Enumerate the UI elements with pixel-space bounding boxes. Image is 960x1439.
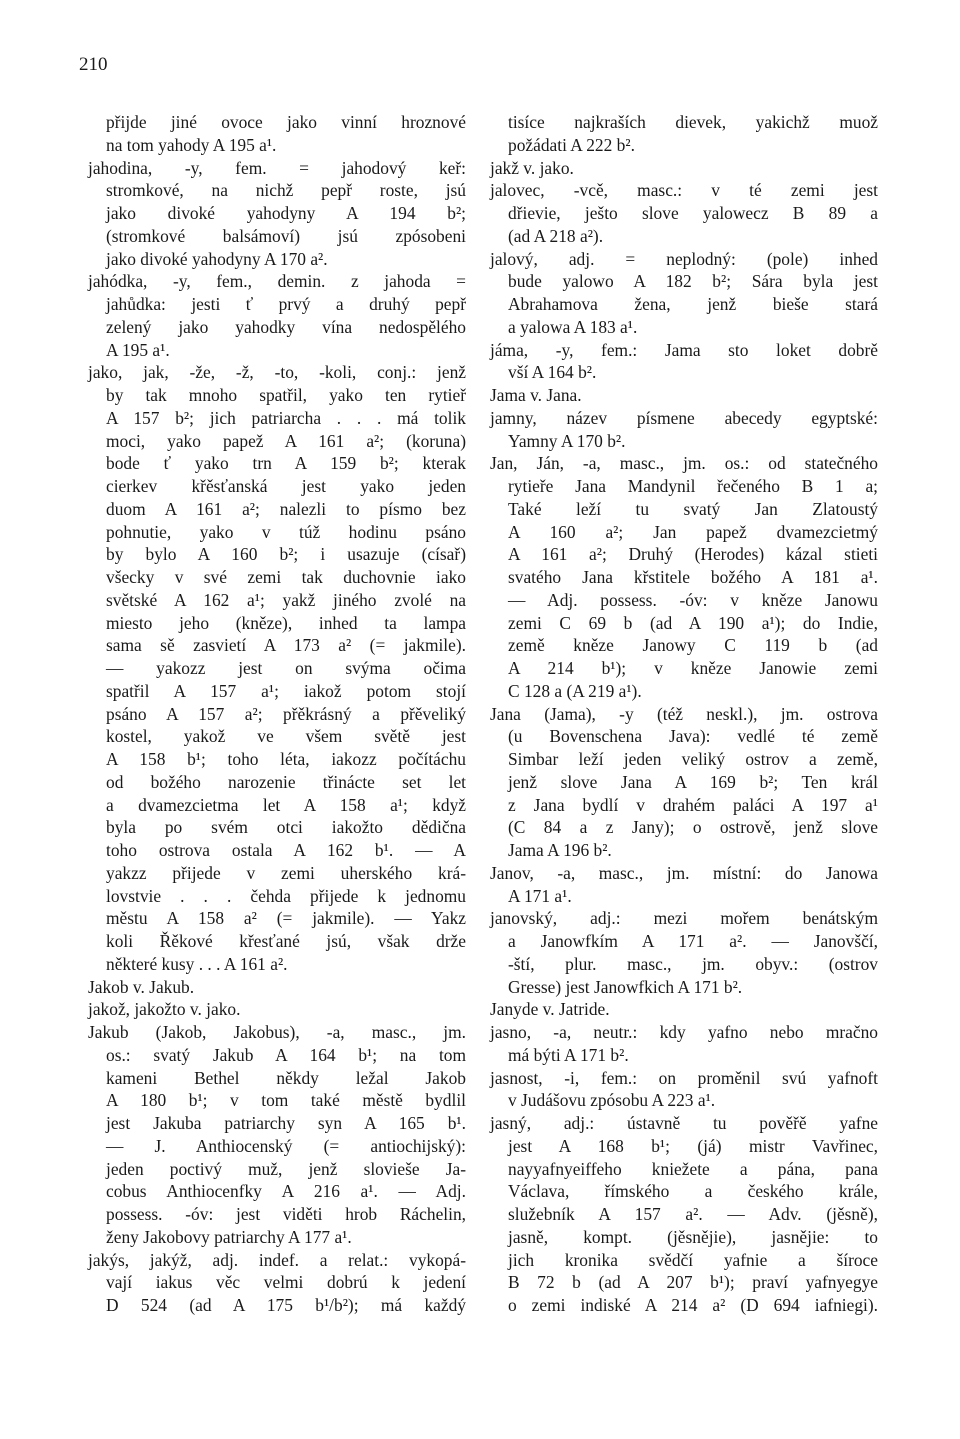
text-line: v Judášovu zpósobu A 223 a¹. (508, 1090, 716, 1111)
text-line: jahodina, -y, fem. = jahodový keř: (88, 157, 466, 178)
text-line: svatého Jana křstitele božého A 181 a¹. (508, 567, 878, 587)
text-line: by tak mnoho spatřil, yako ten rytieř (106, 385, 466, 405)
text-line: jasně, kompt. (jěsnějie), jasnějie: to (508, 1226, 878, 1247)
text-line: B 72 b (ad A 207 b¹); praví yafnyegye (508, 1272, 878, 1293)
text-line: cierkev křěsťanská jest yako jeden (106, 476, 466, 496)
text-line: jahůdka: jesti ť prvý a druhý pepř (106, 294, 466, 314)
text-line: — Adj. possess. -óv: v kněze Janowu (508, 589, 878, 610)
text-line: ženy Jakobovy patriarchy A 177 a¹. (106, 1226, 352, 1247)
text-line: vší A 164 b². (508, 362, 597, 383)
text-line: lovstvie . . . čehda přijede k jednomu (106, 885, 466, 906)
text-line: -ští, plur. masc., jm. obyv.: (ostrov (508, 953, 878, 974)
text-line: Jama v. Jana. (490, 385, 582, 405)
text-line: sama sě zasvietí A 173 a² (= jakmile). (106, 635, 466, 656)
text-line: Jana (Jama), -y (též neskl.), jm. ostrova (490, 703, 878, 724)
text-line: dřievie, ješto slove yalowecz B 89 a (508, 203, 878, 223)
text-line: jasný, adj.: ústavně tu pověřě yafne (490, 1113, 878, 1133)
text-line: z Jana bydlí v drahém paláci A 197 a¹ (508, 794, 878, 815)
text-line: Janov, -a, masc., jm. místní: do Janowa (490, 862, 878, 883)
text-line: Simbar leží jeden veliký ostrov a země, (508, 749, 878, 769)
text-line: jakýs, jakýž, adj. indef. a relat.: vykopá- (88, 1249, 466, 1270)
text-line: rytieře Jana Mandynil řečeného B 1 a; (508, 476, 878, 496)
text-line: jako divoké yahodyny A 194 b²; (106, 203, 466, 223)
text-line: C 128 a (A 219 a¹). (508, 680, 642, 701)
text-line: jasnost, -i, fem.: on proměnil svú yafnoft (490, 1067, 878, 1088)
text-line: (ad A 218 a²). (508, 225, 604, 246)
text-line: jakž v. jako. (490, 157, 574, 178)
text-line: (C 84 a z Jany); o ostrově, jenž slove (508, 817, 878, 838)
text-line: (u Bovenschena Java): vedlé té země (508, 726, 878, 747)
text-line: a Janowfkím A 171 a². — Janovščí, (508, 931, 878, 951)
text-line: od božého narozenie třinácte set let (106, 771, 466, 792)
text-line: jasno, -a, neutr.: kdy yafno nebo mračno (490, 1022, 878, 1042)
text-line: A 171 a¹. (508, 885, 572, 906)
text-line: — J. Anthiocenský (= antiochijský): (106, 1135, 466, 1156)
text-line: possess. -óv: jest viděti hrob Ráchelin, (106, 1204, 466, 1224)
text-line: jako, jak, -že, -ž, -to, -koli, conj.: jenž (88, 362, 466, 383)
text-line: koli Řěkové křesťané jsú, však drže (106, 931, 466, 951)
text-line: toho ostrova ostala A 162 b¹. — A (106, 840, 466, 860)
text-line: jenž slove Jana A 169 b²; Ten král (508, 771, 878, 792)
right-column (490, 111, 878, 1317)
text-line: zelený jako yahodky vína nedospělého (106, 316, 466, 337)
text-line: Jakub (Jakob, Jakobus), -a, masc., jm. (88, 1022, 466, 1042)
text-line: požádati A 222 b². (508, 134, 635, 155)
text-line: jako divoké yahodyny A 170 a². (106, 248, 328, 269)
text-line: bude yalowo A 182 b²; Sára byla jest (508, 271, 878, 292)
text-line: jich kronika svědčí yafnie a šíroce (508, 1249, 878, 1270)
text-line: přijde jiné ovoce jako vinní hroznové (106, 112, 466, 132)
text-line: stromkové, na nichž pepř roste, jsú (106, 180, 466, 201)
text-line: kostel, yakož ve všem světě jest (106, 726, 466, 747)
text-line: miesto jeho (kněze), inhed ta lampa (106, 612, 466, 633)
text-line: Yamny A 170 b². (508, 430, 626, 451)
text-line: Jama A 196 b². (508, 840, 612, 860)
text-line: by bylo A 160 b²; i usazuje (císař) (106, 544, 466, 565)
text-line: všecky v své zemi tak duchovnie iako (106, 567, 466, 587)
text-line: A 158 b¹; toho léta, iakozz počítáchu (106, 749, 466, 769)
text-line: D 524 (ad A 175 b¹/b²); má každý (106, 1295, 466, 1315)
text-line: jahódka, -y, fem., demin. z jahoda = (88, 271, 466, 292)
text-line: jamny, název písmene abecedy egyptské: (490, 407, 878, 428)
text-line: (stromkové balsámoví) jsú zpósobeni (106, 225, 466, 246)
text-line: služebník A 157 a². — Adv. (jěsně), (508, 1204, 878, 1224)
text-line: duom A 161 a²; nalezli to písmo bez (106, 498, 466, 519)
text-line: os.: svatý Jakub A 164 b¹; na tom (106, 1044, 466, 1065)
text-line: Abrahamova žena, jenž bieše stará (508, 294, 878, 314)
text-line: na tom yahody A 195 a¹. (106, 134, 277, 155)
text-line: jalový, adj. = neplodný: (pole) inhed (490, 248, 878, 269)
text-line: pohnutie, yako v túž hodinu psáno (106, 521, 466, 542)
text-line: janovský, adj.: mezi mořem benátským (490, 908, 878, 929)
text-line: městu A 158 a² (= jakmile). — Yakz (106, 908, 466, 929)
text-line: nayyafnyeiffeho kniežete a pána, pana (508, 1158, 878, 1179)
text-line: vají iakus věc velmi dobrú k jedení (106, 1272, 466, 1293)
text-line: některé kusy . . . A 161 a². (106, 953, 288, 974)
page-number: 210 (79, 54, 108, 75)
text-line: o zemi indiské A 214 a² (D 694 iafniegi). (508, 1295, 878, 1315)
text-line: tisíce najkraších dievek, yakichž muož (508, 112, 878, 132)
text-line: psáno A 157 a²; přěkrásný a přěveliký (106, 703, 466, 724)
text-line: Jan, Ján, -a, masc., jm. os.: od statečného (490, 453, 878, 474)
text-line: kameni Bethel někdy ležal Jakob (106, 1067, 466, 1088)
text-line: A 160 a²; Jan papež dvamezcietmý (508, 521, 878, 542)
text-line: cobus Anthiocenfky A 216 a¹. — Adj. (106, 1181, 466, 1202)
text-line: jalovec, -vcě, masc.: v té zemi jest (490, 180, 878, 201)
text-line: byla po svém otci iakožto dědična (106, 817, 466, 838)
text-line: jeden poctivý muž, jenž slovieše Ja- (106, 1158, 466, 1179)
text-line: A 195 a¹. (106, 339, 170, 360)
text-line: a yalowa A 183 a¹. (508, 316, 638, 337)
text-line: má býti A 171 b². (508, 1044, 629, 1065)
text-line: Václava, římského a českého krále, (508, 1181, 878, 1202)
text-line: — yakozz jest on svýma očima (106, 658, 466, 678)
text-line: jest Jakuba patriarchy syn A 165 b¹. (106, 1113, 466, 1133)
text-line: spatřil A 157 a¹; iakož potom stojí (106, 680, 466, 701)
text-line: Gresse) jest Janowfkich A 171 b². (508, 976, 743, 997)
text-line: zemi C 69 b (ad A 190 a¹); do Indie, (508, 612, 878, 633)
text-line: yakzz přijede v zemi uherského krá- (106, 862, 466, 883)
text-line: moci, yako papež A 161 a²; (koruna) (106, 430, 466, 451)
text-line: Jakob v. Jakub. (88, 976, 195, 997)
text-line: A 180 b¹; v tom také městě bydlil (106, 1090, 466, 1111)
text-line: Také leží tu svatý Jan Zlatoustý (508, 498, 878, 519)
text-line: A 214 b¹); v kněze Janowie zemi (508, 658, 878, 678)
text-line: Janyde v. Jatride. (490, 999, 610, 1020)
text-line: jáma, -y, fem.: Jama sto loket dobrě (490, 339, 878, 360)
text-line: a dvamezcietma let A 158 a¹; když (106, 794, 466, 815)
text-line: jest A 168 b¹; (já) mistr Vavřinec, (508, 1135, 878, 1156)
text-line: A 161 a²; Druhý (Herodes) kázal stieti (508, 544, 878, 565)
text-line: bode ť yako trn A 159 b²; kterak (106, 453, 466, 474)
text-line: světské A 162 a¹; yakž jiného zvolé na (106, 589, 466, 610)
text-line: země kněze Janowy C 119 b (ad (508, 635, 878, 656)
text-line: jakož, jakožto v. jako. (88, 999, 241, 1020)
left-column (88, 111, 466, 1317)
text-line: A 157 b²; jich patriarcha . . . má tolik (106, 407, 466, 428)
